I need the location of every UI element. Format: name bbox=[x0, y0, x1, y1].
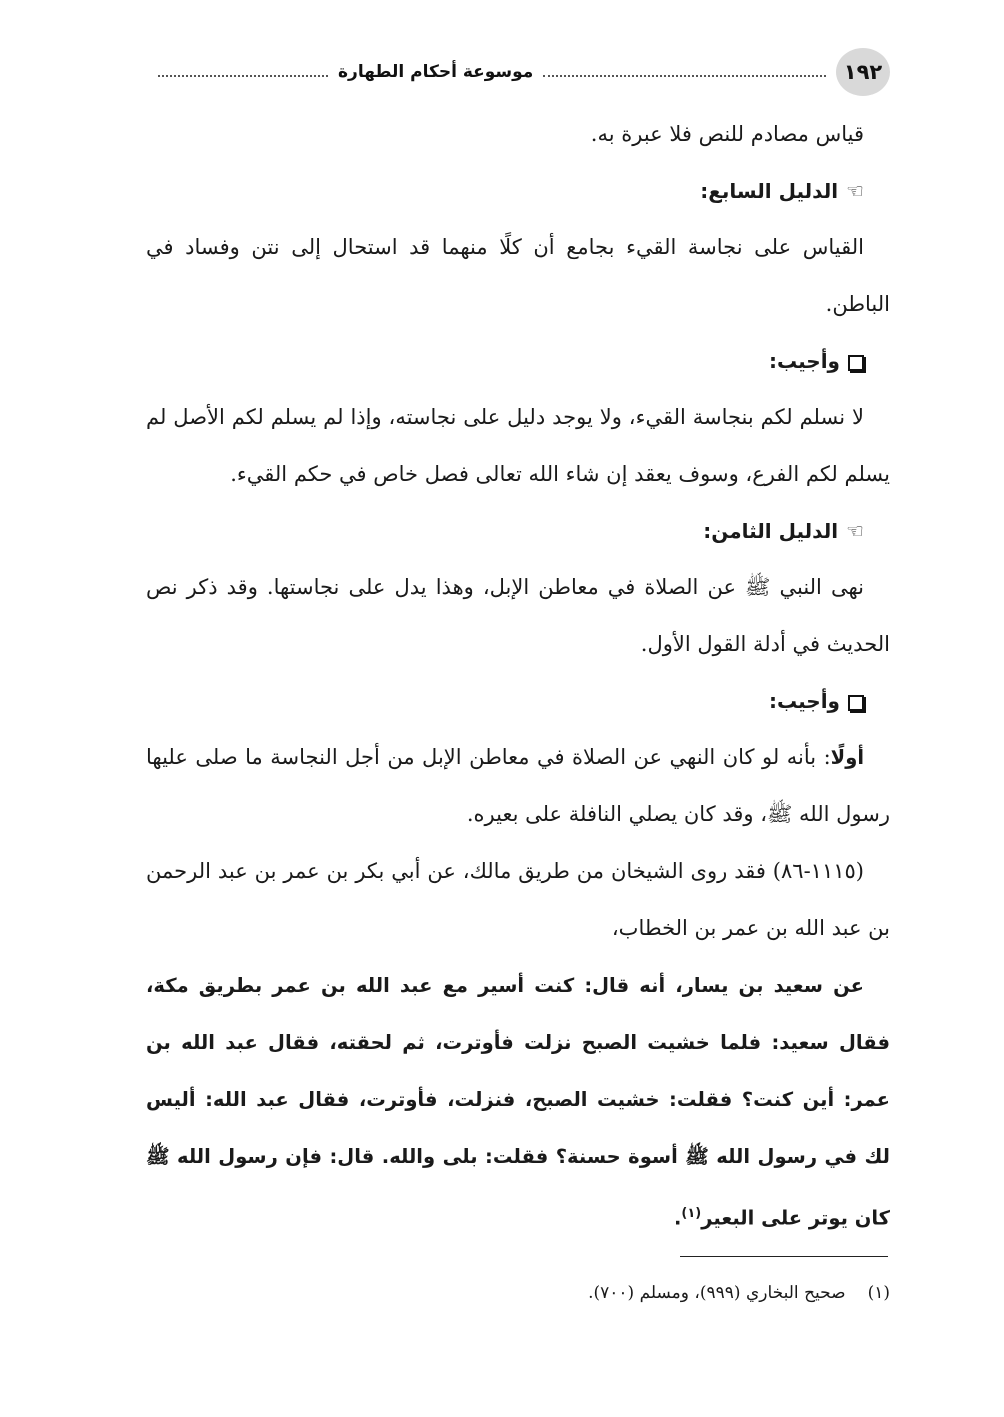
answer-heading bbox=[146, 333, 890, 389]
page-number: ١٩٢ bbox=[836, 48, 890, 96]
heading-text: وأجيب: bbox=[768, 689, 840, 713]
paragraph-text: لا نسلم لكم بنجاسة القيء، ولا يوجد دليل على نجاسته، وإذا لم يسلم لكم الأصل لم يسلم لكم الفرع، وسوف يعقد إن شاء الله تعالى فصل خاص في حكم القيء. bbox=[146, 405, 890, 486]
page-body bbox=[146, 106, 890, 1247]
paragraph-lead: أولًا bbox=[830, 746, 864, 769]
header-divider-right bbox=[543, 75, 826, 77]
paragraph bbox=[146, 559, 890, 673]
hand-pointer-icon: ☜ bbox=[846, 519, 864, 543]
paragraph bbox=[146, 389, 890, 503]
paragraph-rest: : بأنه لو كان النهي عن الصلاة في معاطن الإبل من أجل النجاسة ما صلى عليها رسول الله ﷺ، وقد كان يصلي النافلة على بعيره. bbox=[146, 745, 890, 826]
hand-pointer-icon: ☜ bbox=[846, 179, 864, 203]
hadith-chain bbox=[146, 843, 890, 957]
header-divider-left bbox=[158, 75, 328, 77]
section-heading bbox=[146, 503, 890, 559]
footnote-divider bbox=[680, 1256, 888, 1257]
section-heading bbox=[146, 163, 890, 219]
hadith-body: عن سعيد بن يسار، أنه قال: كنت أسير مع عبد الله بن عمر بطريق مكة، فقال سعيد: فلما خشيت الصبح نزلت فأوترت، ثم لحقته، فقال عبد الله بن عمر: أين كنت؟ فقلت: خشيت الصبح، فنزلت، فأوترت، فقال عبد الله: أليس لك في رسول الله ﷺ أسوة حسنة؟ فقلت: بلى والله. قال: فإن رسول الله ﷺ كان يوتر على البعير bbox=[146, 974, 890, 1230]
hadith-text bbox=[146, 957, 890, 1247]
checkbox-icon bbox=[848, 695, 864, 711]
checkbox-icon bbox=[848, 355, 864, 371]
footnote-reference[interactable]: (١) bbox=[681, 1206, 702, 1221]
paragraph bbox=[146, 219, 890, 333]
hadith-end: . bbox=[673, 1206, 682, 1230]
paragraph-text: نهى النبي ﷺ عن الصلاة في معاطن الإبل، وهذا يدل على نجاستها. وقد ذكر نص الحديث في أدلة القول الأول. bbox=[146, 575, 890, 656]
footnote bbox=[146, 1275, 890, 1311]
footnote-number: (١) bbox=[867, 1283, 890, 1303]
paragraph-text: القياس على نجاسة القيء بجامع أن كلًا منهما قد استحال إلى نتن وفساد في الباطن. bbox=[146, 235, 890, 316]
paragraph-text: (١١١٥-٨٦) فقد روى الشيخان من طريق مالك، عن أبي بكر بن عمر بن عبد الرحمن بن عبد الله بن عمر بن الخطاب، bbox=[146, 859, 890, 940]
heading-text: الدليل الثامن: bbox=[703, 519, 839, 543]
paragraph-text bbox=[146, 957, 890, 1247]
paragraph-text bbox=[146, 729, 890, 843]
paragraph bbox=[146, 729, 890, 843]
page-header bbox=[148, 48, 890, 96]
paragraph-text: قياس مصادم للنص فلا عبرة به. bbox=[590, 122, 864, 146]
heading-text: وأجيب: bbox=[768, 349, 840, 373]
paragraph bbox=[146, 106, 890, 163]
heading-text: الدليل السابع: bbox=[700, 179, 839, 203]
answer-heading bbox=[146, 673, 890, 729]
footnote-text: صحيح البخاري (٩٩٩)، ومسلم (٧٠٠). bbox=[588, 1283, 846, 1303]
book-title: موسوعة أحكام الطهارة bbox=[338, 62, 534, 82]
